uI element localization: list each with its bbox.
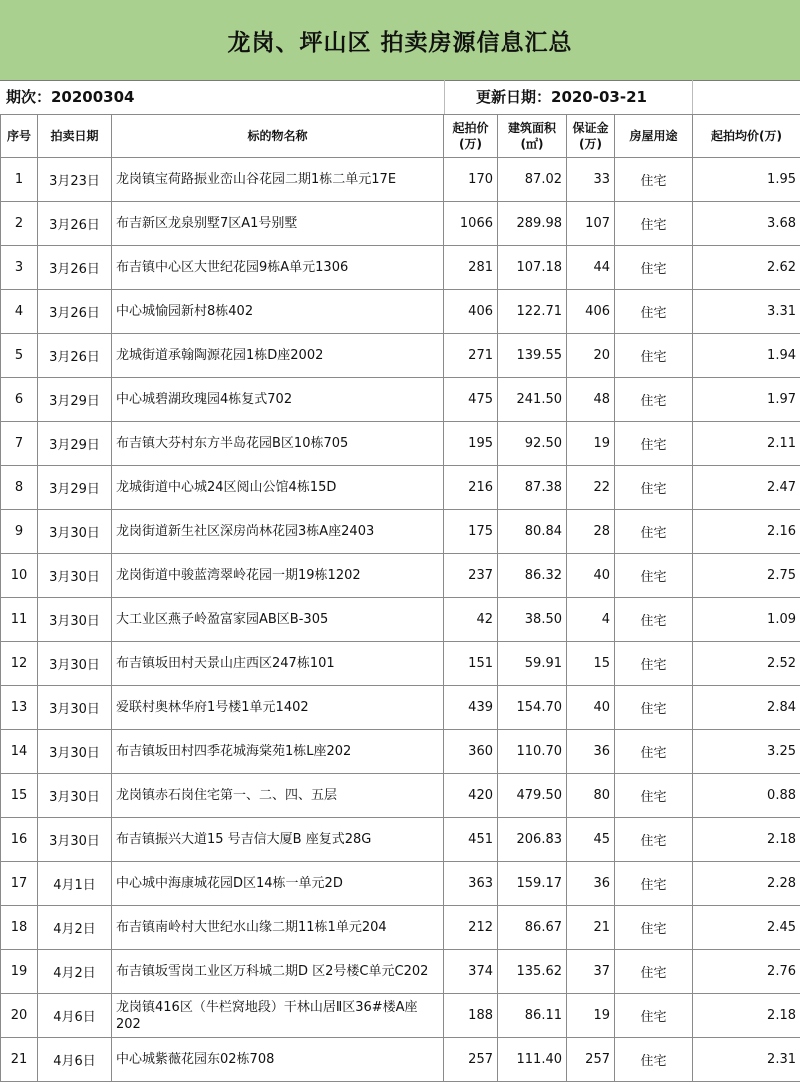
sheet-title: 龙岗、坪山区 拍卖房源信息汇总 [0, 0, 800, 81]
cell-avg: 1.97 [693, 378, 800, 422]
cell-no: 13 [1, 686, 38, 730]
cell-price: 237 [444, 554, 498, 598]
cell-avg: 2.84 [693, 686, 800, 730]
table-row [1, 246, 800, 290]
cell-no: 6 [1, 378, 38, 422]
cell-no: 16 [1, 818, 38, 862]
cell-use: 住宅 [615, 334, 693, 378]
cell-avg: 1.95 [693, 158, 800, 202]
cell-deposit: 80 [567, 774, 615, 818]
cell-date: 3月29日 [38, 466, 112, 510]
cell-no: 18 [1, 906, 38, 950]
cell-price: 406 [444, 290, 498, 334]
cell-deposit: 107 [567, 202, 615, 246]
table-row [1, 774, 800, 818]
cell-deposit: 22 [567, 466, 615, 510]
cell-name: 龙岗街道新生社区深房尚林花园3栋A座2403 [112, 510, 444, 554]
table-row [1, 642, 800, 686]
cell-area: 80.84 [498, 510, 567, 554]
cell-area: 289.98 [498, 202, 567, 246]
cell-no: 14 [1, 730, 38, 774]
cell-price: 420 [444, 774, 498, 818]
cell-avg: 0.88 [693, 774, 800, 818]
cell-use: 住宅 [615, 598, 693, 642]
header-use: 房屋用途 [615, 115, 693, 158]
cell-name: 龙岗镇赤石岗住宅第一、二、四、五层 [112, 774, 444, 818]
cell-avg: 2.18 [693, 994, 800, 1038]
cell-no: 8 [1, 466, 38, 510]
cell-no: 17 [1, 862, 38, 906]
cell-avg: 3.68 [693, 202, 800, 246]
cell-price: 451 [444, 818, 498, 862]
cell-use: 住宅 [615, 818, 693, 862]
cell-avg: 2.62 [693, 246, 800, 290]
cell-no: 21 [1, 1038, 38, 1082]
cell-avg: 1.94 [693, 334, 800, 378]
cell-avg: 2.75 [693, 554, 800, 598]
cell-price: 1066 [444, 202, 498, 246]
cell-area: 38.50 [498, 598, 567, 642]
cell-date: 4月2日 [38, 950, 112, 994]
cell-use: 住宅 [615, 906, 693, 950]
cell-no: 19 [1, 950, 38, 994]
cell-deposit: 36 [567, 730, 615, 774]
cell-deposit: 40 [567, 686, 615, 730]
table-row [1, 906, 800, 950]
cell-date: 3月30日 [38, 598, 112, 642]
cell-deposit: 406 [567, 290, 615, 334]
cell-use: 住宅 [615, 774, 693, 818]
cell-price: 363 [444, 862, 498, 906]
cell-area: 206.83 [498, 818, 567, 862]
cell-deposit: 37 [567, 950, 615, 994]
table-row [1, 158, 800, 202]
cell-area: 59.91 [498, 642, 567, 686]
info-row [0, 80, 800, 115]
cell-avg: 2.28 [693, 862, 800, 906]
cell-no: 7 [1, 422, 38, 466]
cell-no: 4 [1, 290, 38, 334]
header-date: 拍卖日期 [38, 115, 112, 158]
cell-area: 110.70 [498, 730, 567, 774]
cell-name: 布吉镇坂雪岗工业区万科城二期D 区2号楼C单元C202 [112, 950, 444, 994]
cell-deposit: 4 [567, 598, 615, 642]
cell-price: 188 [444, 994, 498, 1038]
cell-price: 175 [444, 510, 498, 554]
cell-name: 布吉镇南岭村大世纪水山缘二期11栋1单元204 [112, 906, 444, 950]
cell-name: 布吉新区龙泉别墅7区A1号别墅 [112, 202, 444, 246]
table-row [1, 202, 800, 246]
table-row [1, 554, 800, 598]
cell-name: 布吉镇中心区大世纪花园9栋A单元1306 [112, 246, 444, 290]
cell-deposit: 28 [567, 510, 615, 554]
cell-date: 4月6日 [38, 1038, 112, 1082]
table-row [1, 598, 800, 642]
cell-use: 住宅 [615, 246, 693, 290]
cell-price: 216 [444, 466, 498, 510]
cell-avg: 2.76 [693, 950, 800, 994]
cell-avg: 1.09 [693, 598, 800, 642]
cell-use: 住宅 [615, 862, 693, 906]
cell-price: 360 [444, 730, 498, 774]
cell-no: 11 [1, 598, 38, 642]
cell-name: 龙城街道承翰陶源花园1栋D座2002 [112, 334, 444, 378]
table-row [1, 818, 800, 862]
cell-avg: 2.31 [693, 1038, 800, 1082]
cell-date: 3月30日 [38, 510, 112, 554]
table-row [1, 994, 800, 1038]
cell-use: 住宅 [615, 466, 693, 510]
cell-no: 1 [1, 158, 38, 202]
cell-name: 布吉镇坂田村四季花城海棠苑1栋L座202 [112, 730, 444, 774]
cell-use: 住宅 [615, 422, 693, 466]
cell-name: 布吉镇坂田村天景山庄西区247栋101 [112, 642, 444, 686]
cell-use: 住宅 [615, 378, 693, 422]
cell-area: 479.50 [498, 774, 567, 818]
cell-area: 139.55 [498, 334, 567, 378]
cell-name: 龙城街道中心城24区阅山公馆4栋15D [112, 466, 444, 510]
cell-no: 15 [1, 774, 38, 818]
cell-name: 中心城中海康城花园D区14栋一单元2D [112, 862, 444, 906]
table-row [1, 1038, 800, 1082]
header-deposit: 保证金(万) [567, 115, 615, 158]
cell-avg: 2.47 [693, 466, 800, 510]
cell-area: 87.38 [498, 466, 567, 510]
cell-date: 3月26日 [38, 246, 112, 290]
cell-price: 195 [444, 422, 498, 466]
cell-avg: 2.52 [693, 642, 800, 686]
cell-date: 3月23日 [38, 158, 112, 202]
cell-use: 住宅 [615, 554, 693, 598]
cell-price: 151 [444, 642, 498, 686]
table-row [1, 950, 800, 994]
table-row [1, 510, 800, 554]
cell-use: 住宅 [615, 994, 693, 1038]
cell-area: 86.67 [498, 906, 567, 950]
cell-name: 爱联村奥林华府1号楼1单元1402 [112, 686, 444, 730]
cell-price: 257 [444, 1038, 498, 1082]
cell-no: 9 [1, 510, 38, 554]
cell-name: 中心城愉园新村8栋402 [112, 290, 444, 334]
table-row [1, 334, 800, 378]
cell-no: 20 [1, 994, 38, 1038]
cell-area: 86.32 [498, 554, 567, 598]
cell-area: 92.50 [498, 422, 567, 466]
cell-deposit: 36 [567, 862, 615, 906]
cell-date: 3月30日 [38, 642, 112, 686]
table-row [1, 730, 800, 774]
cell-deposit: 19 [567, 994, 615, 1038]
cell-avg: 3.31 [693, 290, 800, 334]
cell-date: 3月30日 [38, 730, 112, 774]
cell-area: 154.70 [498, 686, 567, 730]
cell-avg: 2.11 [693, 422, 800, 466]
info-divider [692, 80, 693, 114]
cell-area: 241.50 [498, 378, 567, 422]
cell-price: 374 [444, 950, 498, 994]
cell-deposit: 15 [567, 642, 615, 686]
cell-deposit: 19 [567, 422, 615, 466]
cell-name: 布吉镇大芬村东方半岛花园B区10栋705 [112, 422, 444, 466]
cell-use: 住宅 [615, 730, 693, 774]
cell-price: 42 [444, 598, 498, 642]
cell-no: 12 [1, 642, 38, 686]
cell-area: 86.11 [498, 994, 567, 1038]
cell-price: 439 [444, 686, 498, 730]
cell-area: 135.62 [498, 950, 567, 994]
cell-no: 5 [1, 334, 38, 378]
cell-deposit: 257 [567, 1038, 615, 1082]
period-label: 期次：20200304 [6, 88, 135, 106]
cell-name: 中心城碧湖玫瑰园4栋复式702 [112, 378, 444, 422]
cell-avg: 3.25 [693, 730, 800, 774]
cell-name: 大工业区燕子岭盈富家园AB区B-305 [112, 598, 444, 642]
cell-date: 3月30日 [38, 818, 112, 862]
cell-price: 475 [444, 378, 498, 422]
cell-area: 107.18 [498, 246, 567, 290]
header-row [1, 115, 800, 158]
cell-use: 住宅 [615, 158, 693, 202]
cell-deposit: 48 [567, 378, 615, 422]
cell-area: 111.40 [498, 1038, 567, 1082]
cell-deposit: 20 [567, 334, 615, 378]
cell-avg: 2.16 [693, 510, 800, 554]
cell-no: 10 [1, 554, 38, 598]
cell-name: 龙岗街道中骏蓝湾翠岭花园一期19栋1202 [112, 554, 444, 598]
cell-price: 281 [444, 246, 498, 290]
cell-date: 4月6日 [38, 994, 112, 1038]
table-row [1, 686, 800, 730]
cell-name: 中心城紫薇花园东02栋708 [112, 1038, 444, 1082]
cell-date: 3月26日 [38, 290, 112, 334]
cell-price: 170 [444, 158, 498, 202]
table-row [1, 466, 800, 510]
cell-date: 3月26日 [38, 202, 112, 246]
info-divider [444, 80, 445, 114]
cell-use: 住宅 [615, 686, 693, 730]
cell-area: 122.71 [498, 290, 567, 334]
cell-date: 3月30日 [38, 554, 112, 598]
cell-no: 3 [1, 246, 38, 290]
cell-name: 龙岗镇416区（牛栏窝地段）干林山居Ⅱ区36#楼A座202 [112, 994, 444, 1038]
cell-date: 3月30日 [38, 686, 112, 730]
cell-date: 4月2日 [38, 906, 112, 950]
header-name: 标的物名称 [112, 115, 444, 158]
cell-area: 159.17 [498, 862, 567, 906]
cell-date: 3月29日 [38, 422, 112, 466]
cell-use: 住宅 [615, 510, 693, 554]
header-price: 起拍价(万) [444, 115, 498, 158]
cell-use: 住宅 [615, 202, 693, 246]
cell-price: 271 [444, 334, 498, 378]
cell-use: 住宅 [615, 642, 693, 686]
table-row [1, 378, 800, 422]
cell-use: 住宅 [615, 290, 693, 334]
cell-name: 龙岗镇宝荷路振业峦山谷花园二期1栋二单元17E [112, 158, 444, 202]
cell-deposit: 33 [567, 158, 615, 202]
table-row [1, 862, 800, 906]
table-row [1, 422, 800, 466]
cell-date: 4月1日 [38, 862, 112, 906]
cell-deposit: 45 [567, 818, 615, 862]
cell-deposit: 21 [567, 906, 615, 950]
header-no: 序号 [1, 115, 38, 158]
header-area: 建筑面积(㎡) [498, 115, 567, 158]
cell-date: 3月26日 [38, 334, 112, 378]
cell-date: 3月29日 [38, 378, 112, 422]
cell-price: 212 [444, 906, 498, 950]
cell-date: 3月30日 [38, 774, 112, 818]
table-row [1, 290, 800, 334]
cell-deposit: 40 [567, 554, 615, 598]
auction-table [0, 114, 800, 1082]
header-avg: 起拍均价(万) [693, 115, 800, 158]
cell-no: 2 [1, 202, 38, 246]
cell-area: 87.02 [498, 158, 567, 202]
cell-deposit: 44 [567, 246, 615, 290]
cell-avg: 2.45 [693, 906, 800, 950]
cell-avg: 2.18 [693, 818, 800, 862]
cell-use: 住宅 [615, 950, 693, 994]
cell-use: 住宅 [615, 1038, 693, 1082]
cell-name: 布吉镇振兴大道15 号吉信大厦B 座复式28G [112, 818, 444, 862]
update-date-label: 更新日期：2020-03-21 [476, 88, 647, 106]
